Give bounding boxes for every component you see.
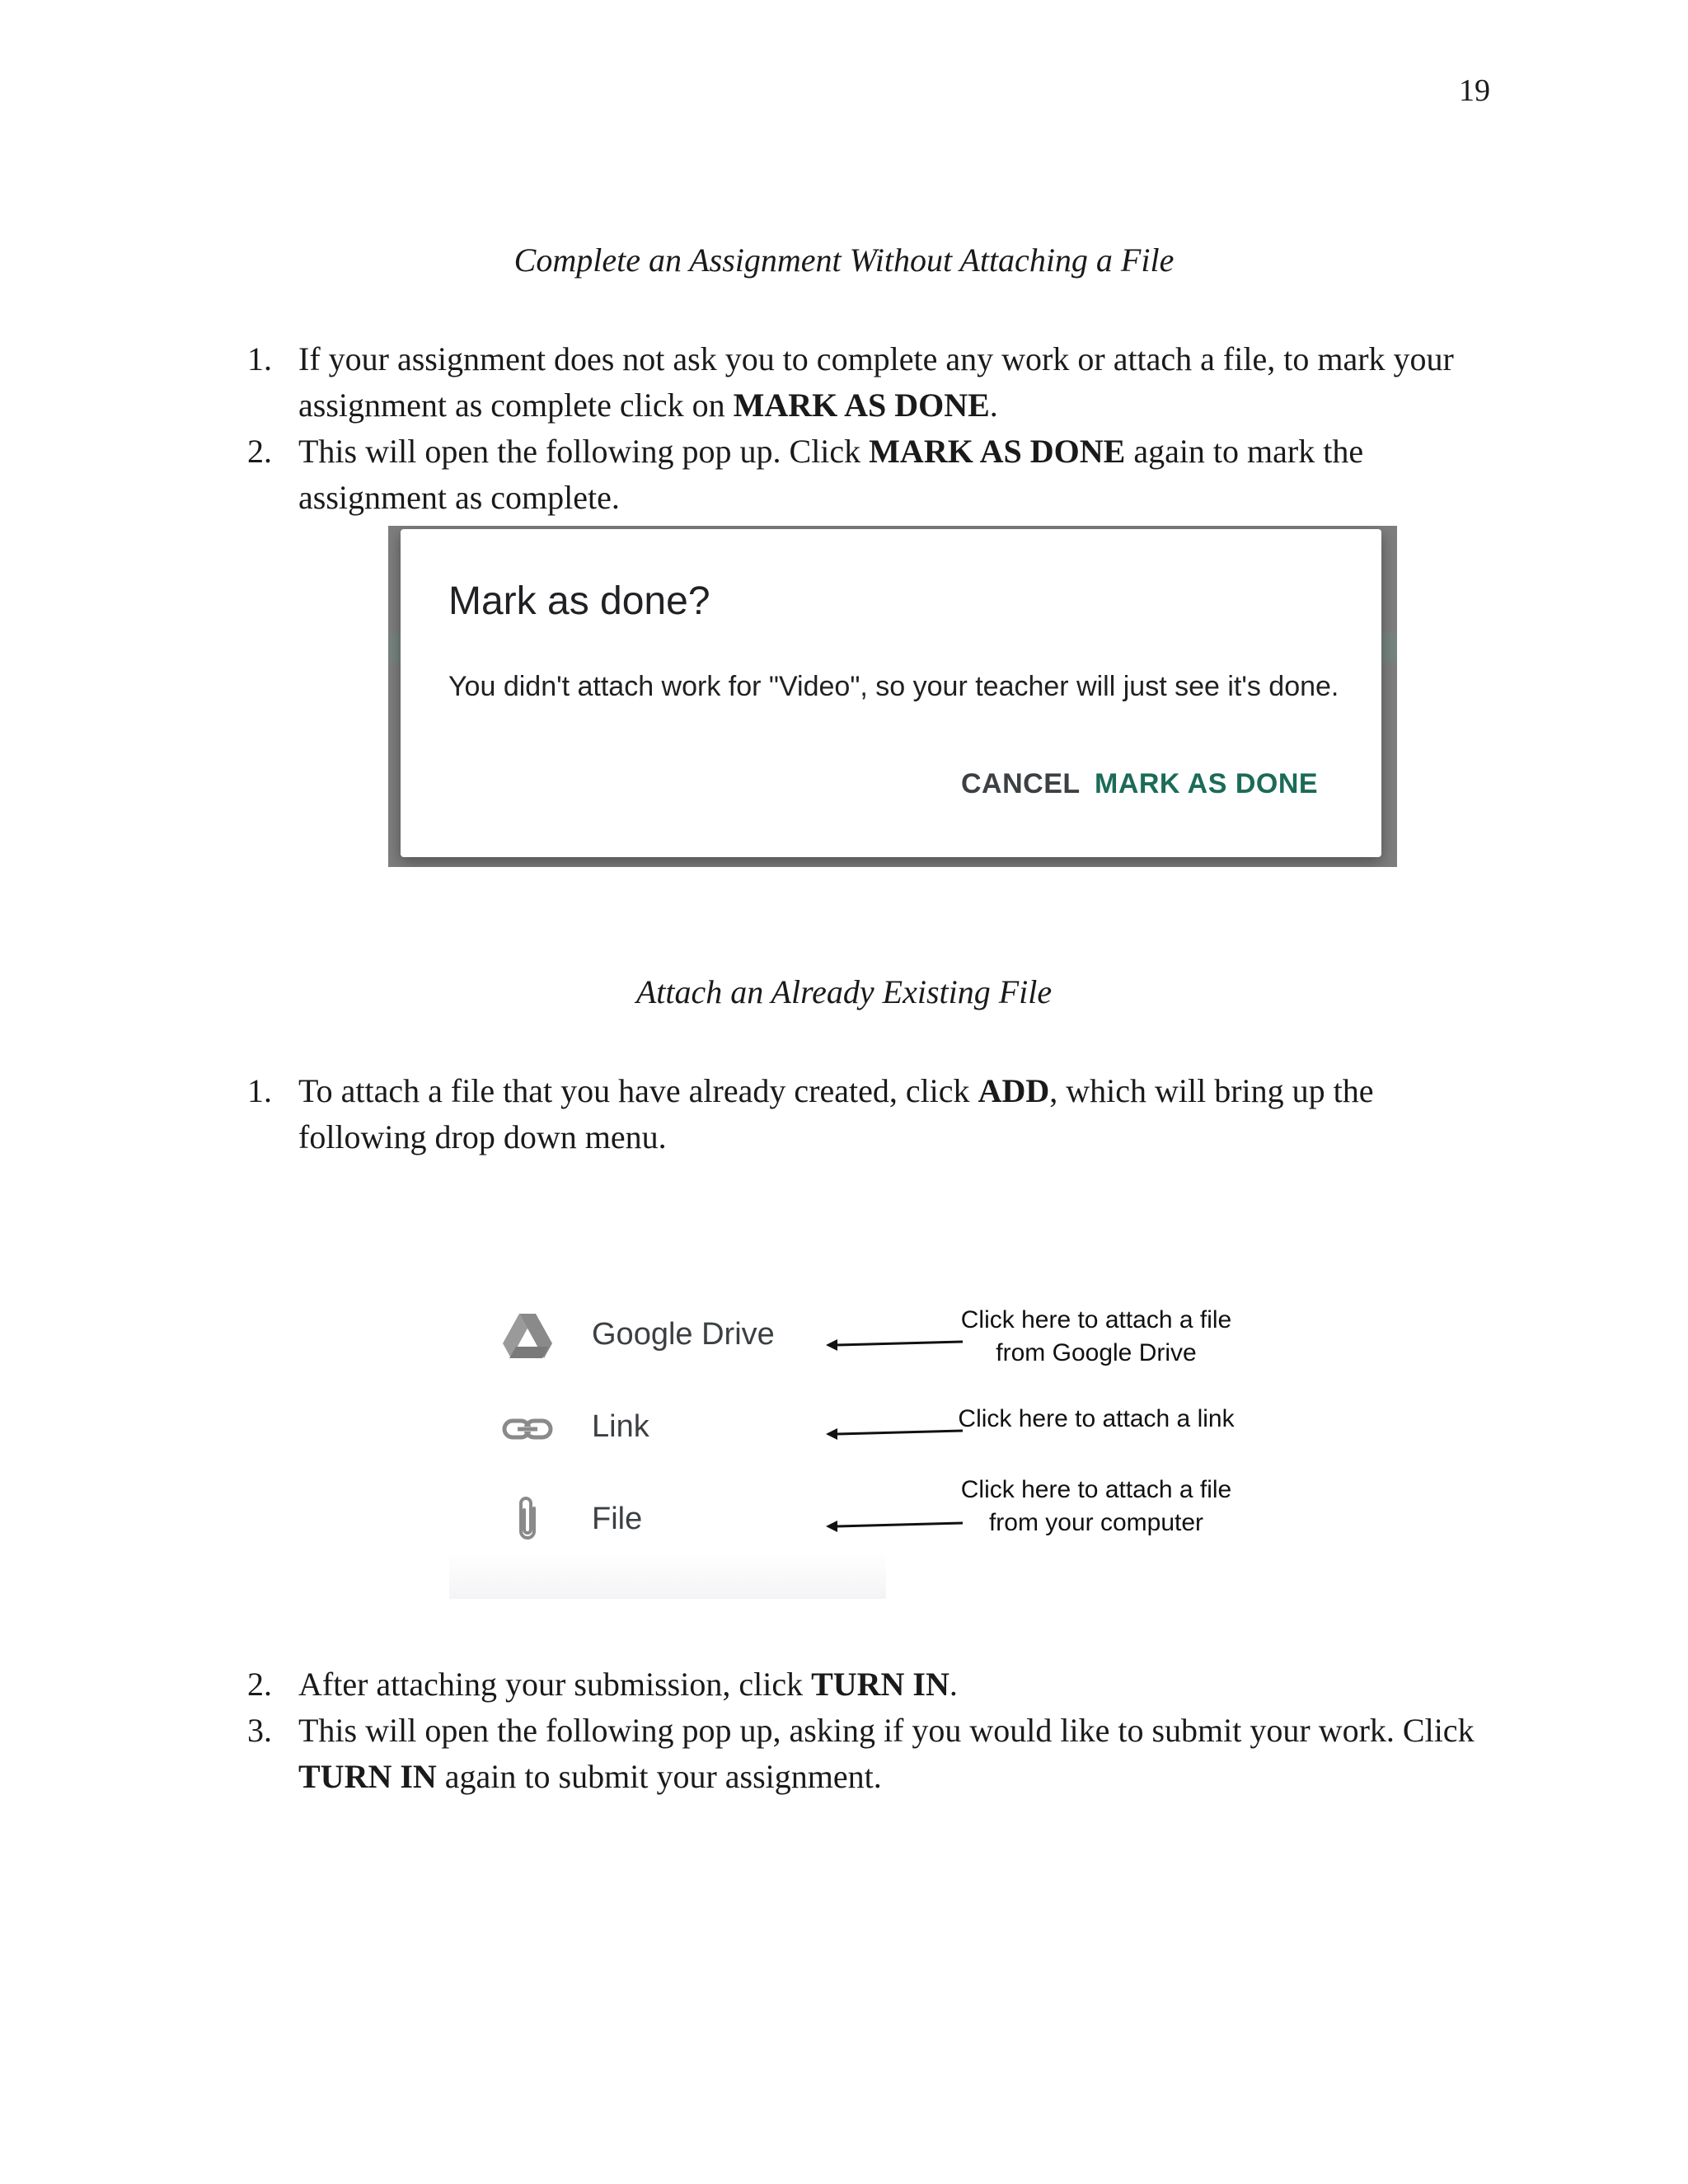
- step-item: [0, 1708, 1688, 1800]
- step-text: This will open the following pop up, asking if you would like to submit your work. Click: [298, 1712, 1475, 1749]
- step-bold-text: MARK AS DONE: [733, 387, 990, 424]
- paperclip-icon: [501, 1493, 554, 1546]
- google-drive-icon: [501, 1310, 554, 1363]
- step-item: [0, 429, 1688, 521]
- step-text: This will open the following pop up. Click: [298, 433, 870, 470]
- annotation-file: [956, 1474, 1236, 1540]
- menu-item-file[interactable]: File: [592, 1502, 643, 1536]
- step-text-end: , which will bring up the following drop down menu.: [298, 1072, 1374, 1155]
- step-number: 3.: [247, 1712, 272, 1749]
- dialog-message: You didn't attach work for "Video", so your teacher will just see it's done.: [448, 671, 1339, 702]
- mark-as-done-button[interactable]: MARK AS DONE: [1095, 768, 1319, 799]
- annotation-line: Click here to attach a file: [960, 1306, 1232, 1333]
- step-text-end: again to submit your assignment.: [436, 1758, 882, 1795]
- steps-list-3: [0, 1661, 1688, 1800]
- step-number: 2.: [247, 433, 272, 470]
- step-text-end: .: [949, 1666, 958, 1703]
- section-heading-attach-file: Attach an Already Existing File: [635, 973, 1053, 1010]
- step-item: [0, 1068, 1688, 1160]
- annotation-line: from Google Drive: [996, 1339, 1197, 1366]
- arrow-icon: [824, 1516, 964, 1533]
- step-text: If your assignment does not ask you to complete any work or attach a file, to mark your assignment as complete click on: [298, 340, 1454, 424]
- step-bold-text: ADD: [978, 1072, 1050, 1109]
- step-item: [0, 1661, 1688, 1708]
- menu-item-link[interactable]: Link: [592, 1409, 649, 1444]
- step-item: [0, 336, 1688, 429]
- annotation-link: [956, 1403, 1236, 1436]
- step-text: To attach a file that you have already created, click: [298, 1072, 978, 1109]
- section-heading-mark-done: Complete an Assignment Without Attaching a File: [513, 241, 1175, 279]
- step-text-end: again to mark the assignment as complete.: [298, 433, 1364, 516]
- steps-list-1: [0, 336, 1688, 521]
- steps-list-2: [0, 1068, 1688, 1160]
- step-bold-text: MARK AS DONE: [869, 433, 1126, 470]
- page-number: 19: [1459, 73, 1490, 108]
- step-text: After attaching your submission, click: [298, 1666, 812, 1703]
- annotation-google-drive: [956, 1304, 1236, 1370]
- mark-as-done-dialog: [401, 529, 1381, 857]
- dialog-title: Mark as done?: [448, 579, 710, 623]
- step-number: 2.: [247, 1666, 272, 1703]
- step-number: 1.: [247, 1072, 272, 1109]
- arrow-icon: [824, 1424, 964, 1441]
- add-menu-screenshot: [445, 1286, 1269, 1599]
- step-text-end: .: [989, 387, 998, 424]
- step-number: 1.: [247, 340, 272, 377]
- menu-item-google-drive[interactable]: Google Drive: [592, 1317, 775, 1352]
- step-bold-text: TURN IN: [298, 1758, 437, 1795]
- annotation-line: from your computer: [988, 1509, 1204, 1536]
- annotation-line: Click here to attach a link: [958, 1405, 1235, 1432]
- cancel-button[interactable]: CANCEL: [961, 768, 1081, 799]
- step-bold-text: TURN IN: [811, 1666, 950, 1703]
- arrow-icon: [824, 1335, 964, 1352]
- link-icon: [501, 1403, 554, 1455]
- annotation-line: Click here to attach a file: [960, 1476, 1232, 1503]
- mark-as-done-screenshot: [388, 526, 1397, 867]
